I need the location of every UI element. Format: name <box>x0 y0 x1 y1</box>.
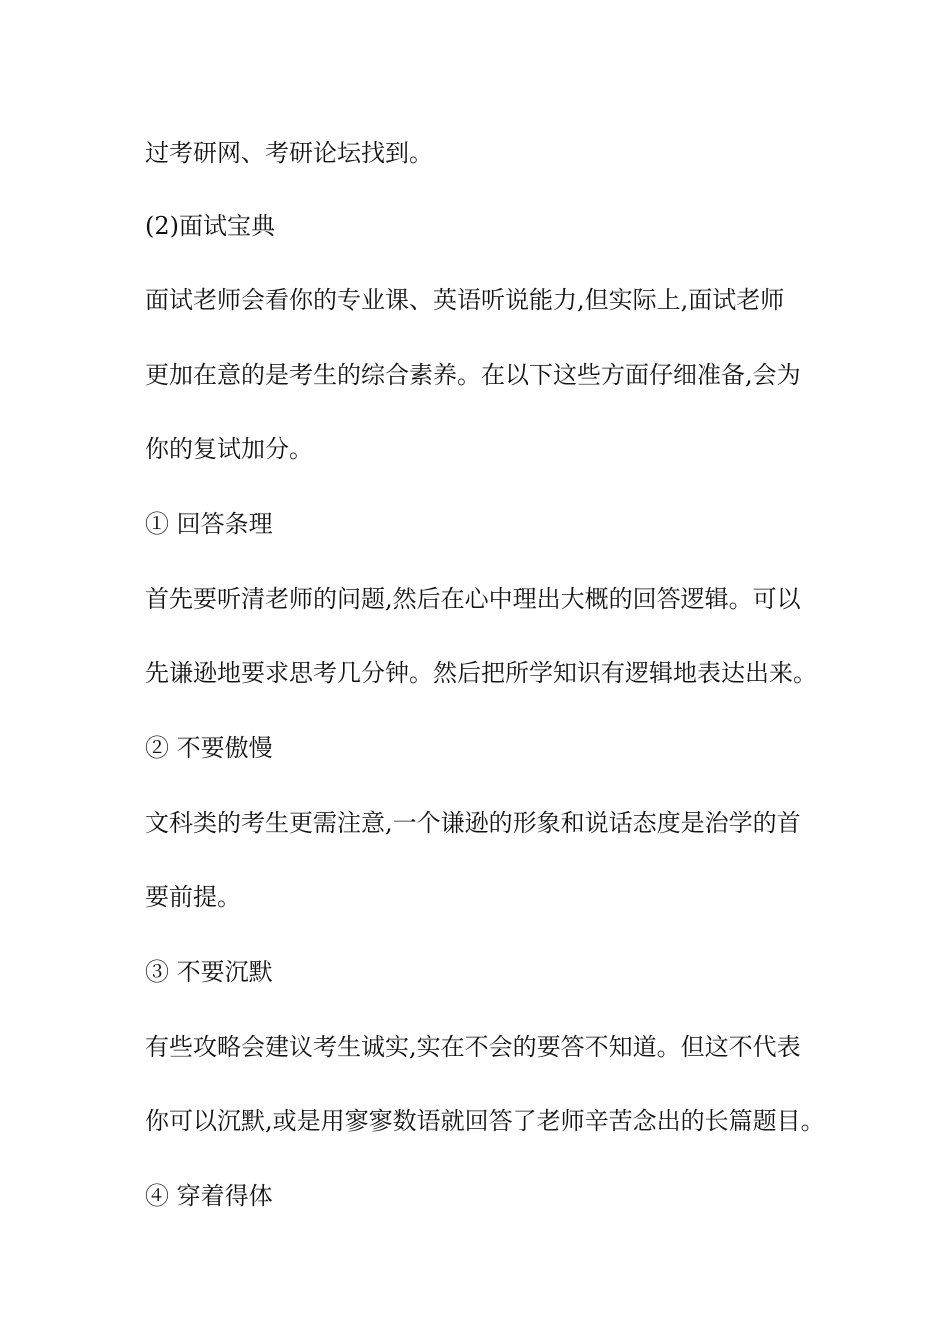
subsection-heading: ② 不要傲慢 <box>145 734 273 762</box>
section-heading: (2)面试宝典 <box>145 212 275 240</box>
text-line: 要前提。 <box>145 883 241 911</box>
subsection-heading: ① 回答条理 <box>145 510 273 538</box>
text-line: 你的复试加分。 <box>145 435 313 463</box>
text-line: 面试老师会看你的专业课、英语听说能力,但实际上,面试老师 <box>145 286 785 314</box>
text-line: 文科类的考生更需注意,一个谦逊的形象和说话态度是治学的首 <box>145 809 801 837</box>
text-line: 先谦逊地要求思考几分钟。然后把所学知识有逻辑地表达出来。 <box>145 659 817 687</box>
text-line: 更加在意的是考生的综合素养。在以下这些方面仔细准备,会为 <box>145 361 801 389</box>
subsection-heading: ④ 穿着得体 <box>145 1182 273 1210</box>
text-line: 有些攻略会建议考生诚实,实在不会的要答不知道。但这不代表 <box>145 1033 801 1061</box>
text-line: 过考研网、考研论坛找到。 <box>145 139 433 167</box>
text-line: 你可以沉默,或是用寥寥数语就回答了老师辛苦念出的长篇题目。 <box>145 1107 825 1135</box>
subsection-heading: ③ 不要沉默 <box>145 958 273 986</box>
text-line: 首先要听清老师的问题,然后在心中理出大概的回答逻辑。可以 <box>145 585 801 613</box>
